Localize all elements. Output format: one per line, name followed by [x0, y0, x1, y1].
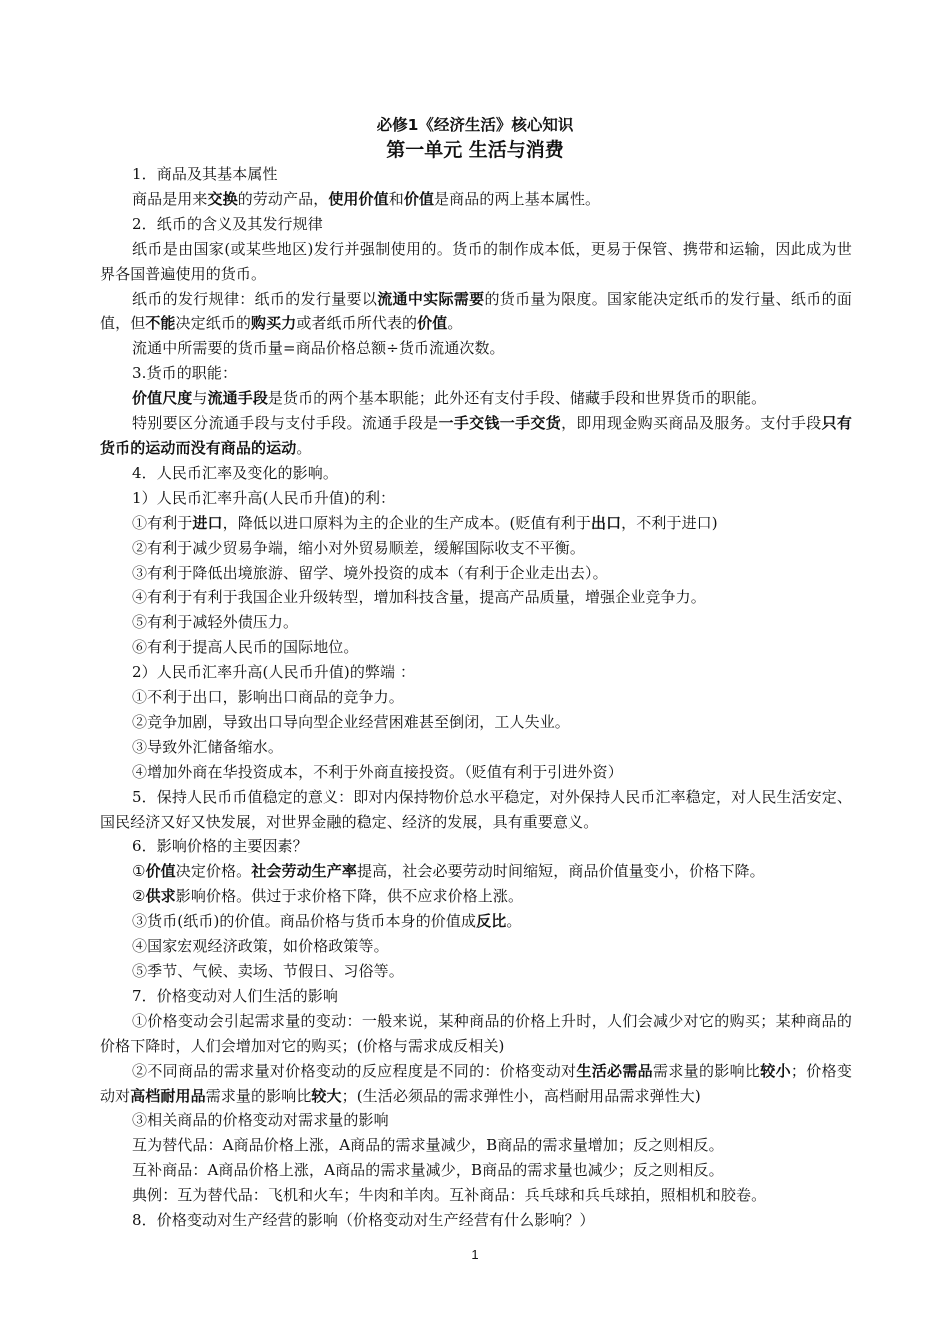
bold-keyword: 进口 — [192, 513, 223, 532]
text-run: 8．价格变动对生产经营的影响（价格变动对生产经营有什么影响？） — [132, 1211, 595, 1230]
paragraph — [100, 710, 852, 735]
page-number: 1 — [471, 1247, 479, 1262]
paragraph — [100, 336, 852, 361]
paragraph — [100, 461, 852, 486]
text-run: 。 — [506, 912, 522, 931]
bold-keyword: 价值 — [417, 314, 448, 333]
text-run: ①价格变动会引起需求量的变动：一般来说，某种商品的价格上升时，人们会减少对它的购买；某种商品的价格下降时，人们会增加对它的购买；(价格与需求成反相关) — [100, 1011, 852, 1055]
paragraph — [100, 1059, 852, 1109]
paragraph — [100, 237, 852, 287]
paragraph — [100, 660, 852, 685]
bold-keyword: 供求 — [145, 887, 176, 906]
paragraph — [100, 1158, 852, 1183]
paragraph — [100, 511, 852, 536]
bold-keyword: 价值 — [145, 862, 176, 881]
paragraph — [100, 735, 852, 760]
text-run: 6．影响价格的主要因素？ — [132, 837, 308, 856]
paragraph — [100, 760, 852, 785]
text-run: 纸币的发行规律：纸币的发行量要以 — [132, 289, 378, 308]
text-run: 的劳动产品， — [237, 189, 329, 208]
text-run: 典例：互为替代品：飞机和火车；牛肉和羊肉。互补商品：兵乓球和兵乓球拍，照相机和胶卷。 — [132, 1186, 767, 1205]
bold-keyword: 价值 — [403, 189, 435, 208]
text-run: 特别要区分流通手段与支付手段。流通手段是 — [132, 414, 439, 433]
text-run: ⑥有利于提高人民币的国际地位。 — [132, 638, 359, 657]
text-run: 需求量的影响比 — [653, 1061, 761, 1080]
text-run: 。 — [296, 438, 312, 457]
text-run: 需求量的影响比 — [205, 1086, 312, 1105]
paragraph — [100, 909, 852, 934]
text-run: 互为替代品：A商品价格上涨，A商品的需求量减少，B商品的需求量增加；反之则相反。 — [132, 1136, 724, 1155]
text-run: ①有利于 — [132, 513, 193, 532]
paragraph — [100, 187, 852, 212]
text-run: 4．人民币汇率及变化的影响。 — [132, 463, 338, 482]
text-run: 和 — [388, 189, 404, 208]
text-run: ④国家宏观经济政策，如价格政策等。 — [132, 937, 389, 956]
text-run: 2．纸币的含义及其发行规律 — [132, 214, 323, 233]
text-run: 的货币量为限度。国家能决定纸币的发行量、纸币的面值，但 — [100, 289, 852, 333]
bold-keyword: 只有货币的运动而没有商品的运动 — [100, 414, 852, 457]
text-run: 1）人民币汇率升高(人民币升值)的利： — [132, 488, 396, 507]
paragraph — [100, 212, 852, 237]
bold-keyword: 生活必需品 — [576, 1061, 653, 1080]
paragraph — [100, 635, 852, 660]
paragraph — [100, 361, 852, 386]
bold-keyword: 流通中实际需要 — [377, 289, 485, 308]
text-run: 是商品的两上基本属性。 — [434, 189, 601, 208]
text-run: ④有利于有利于我国企业升级转型，增加科技含量，提高产品质量，增强企业竞争力。 — [132, 588, 706, 607]
unit-heading: 第一单元 生活与消费 — [386, 139, 564, 161]
paragraph — [100, 984, 852, 1009]
paragraph — [100, 685, 852, 710]
text-run: ，降低以进口原料为主的企业的生产成本。(贬值有利于 — [222, 513, 591, 532]
paragraph — [100, 386, 852, 411]
paragraph — [100, 884, 852, 909]
text-run: 纸币是由国家(或某些地区)发行并强制使用的。货币的制作成本低，更易于保管、携带和运输，因此成为世界各国普遍使用的货币。 — [100, 239, 852, 283]
bold-keyword: 交换 — [207, 189, 238, 208]
text-run: 决定纸币的 — [175, 314, 252, 333]
text-run: 5．保持人民币币值稳定的意义：即对内保持物价总水平稳定，对外保持人民币汇率稳定，对人民生活安定、国民经济又好又快发展，对世界金融的稳定、经济的发展，具有重要意义。 — [100, 787, 852, 831]
text-run: 提高，社会必要劳动时间缩短，商品价值量变小，价格下降。 — [356, 862, 765, 881]
document-body — [100, 162, 852, 1233]
text-run: 互补商品：A商品价格上涨，A商品的需求量减少，B商品的需求量也减少；反之则相反。 — [132, 1161, 724, 1180]
bold-keyword: 购买力 — [251, 314, 297, 333]
text-run: 1．商品及其基本属性 — [132, 165, 278, 183]
text-run: 是货币的两个基本职能；此外还有支付手段、储藏手段和世界货币的职能。 — [267, 389, 767, 408]
paragraph — [100, 785, 852, 835]
text-run: ；(生活必须品的需求弹性小，高档耐用品需求弹性大) — [341, 1086, 701, 1105]
text-run: 商品是用来 — [132, 189, 208, 208]
text-run: 决定价格。 — [175, 862, 252, 881]
text-run: ，即用现金购买商品及服务。支付手段 — [561, 414, 822, 433]
paragraph — [100, 1183, 852, 1208]
bold-keyword: 较大 — [311, 1086, 342, 1105]
bold-keyword: 反比 — [476, 912, 507, 931]
paragraph — [100, 934, 852, 959]
paragraph — [100, 959, 852, 984]
bold-keyword: 较小 — [760, 1061, 791, 1080]
text-run: 与 — [192, 389, 208, 408]
paragraph — [100, 1108, 852, 1133]
text-run: ②竞争加剧，导致出口导向型企业经营困难甚至倒闭，工人失业。 — [132, 712, 570, 731]
paragraph — [100, 585, 852, 610]
text-run: ，不利于进口) — [621, 513, 718, 532]
bold-keyword: 高档耐用品 — [130, 1086, 206, 1105]
text-run: ⑤有利于减轻外债压力。 — [132, 613, 299, 632]
paragraph — [100, 1208, 852, 1233]
paragraph — [100, 486, 852, 511]
document-title: 必修1《经济生活》核心知识 — [376, 116, 574, 134]
text-run: 流通中所需要的货币量=商品价格总额÷货币流通次数。 — [132, 339, 505, 358]
text-run: ③相关商品的价格变动对需求量的影响 — [132, 1111, 389, 1130]
paragraph — [100, 162, 852, 187]
bold-keyword: 流通手段 — [207, 389, 268, 408]
text-run: 2）人民币汇率升高(人民币升值)的弊端 ： — [132, 663, 416, 682]
paragraph — [100, 287, 852, 337]
text-run: 或者纸币所代表的 — [296, 314, 418, 333]
paragraph — [100, 1009, 852, 1059]
text-run: ④增加外商在华投资成本，不利于外商直接投资。（贬值有利于引进外资） — [132, 762, 623, 781]
paragraph — [100, 610, 852, 635]
bold-keyword: 社会劳动生产率 — [251, 862, 357, 881]
paragraph — [100, 536, 852, 561]
text-run: 。 — [447, 314, 463, 333]
text-run: ① — [132, 862, 146, 881]
text-run: ③导致外汇储备缩水。 — [132, 737, 284, 756]
bold-keyword: 价值尺度 — [132, 389, 193, 408]
paragraph — [100, 859, 852, 884]
text-run: ③货币(纸币)的价值。商品价格与货币本身的价值成 — [132, 912, 477, 931]
text-run: ③有利于降低出境旅游、留学、境外投资的成本（有利于企业走出去）。 — [132, 563, 608, 582]
text-run: 影响价格。供过于求价格下降，供不应求价格上涨。 — [175, 887, 524, 906]
paragraph — [100, 834, 852, 859]
paragraph — [100, 561, 852, 586]
text-run: ② — [132, 887, 146, 906]
bold-keyword: 不能 — [145, 314, 176, 333]
text-run: 7．价格变动对人们生活的影响 — [132, 986, 338, 1005]
paragraph — [100, 1133, 852, 1158]
paragraph — [100, 411, 852, 461]
text-run: ⑤季节、气候、卖场、节假日、习俗等。 — [132, 962, 404, 980]
text-run: ；价格变动对 — [100, 1061, 852, 1105]
text-run: ②不同商品的需求量对价格变动的反应程度是不同的：价格变动对 — [132, 1061, 577, 1080]
bold-keyword: 一手交钱一手交货 — [438, 414, 562, 433]
text-run: ②有利于减少贸易争端，缩小对外贸易顺差，缓解国际收支不平衡。 — [132, 538, 586, 557]
bold-keyword: 出口 — [590, 513, 622, 532]
text-run: ①不利于出口，影响出口商品的竞争力。 — [132, 688, 404, 707]
bold-keyword: 使用价值 — [328, 189, 389, 208]
text-run: 3.货币的职能： — [132, 364, 238, 383]
